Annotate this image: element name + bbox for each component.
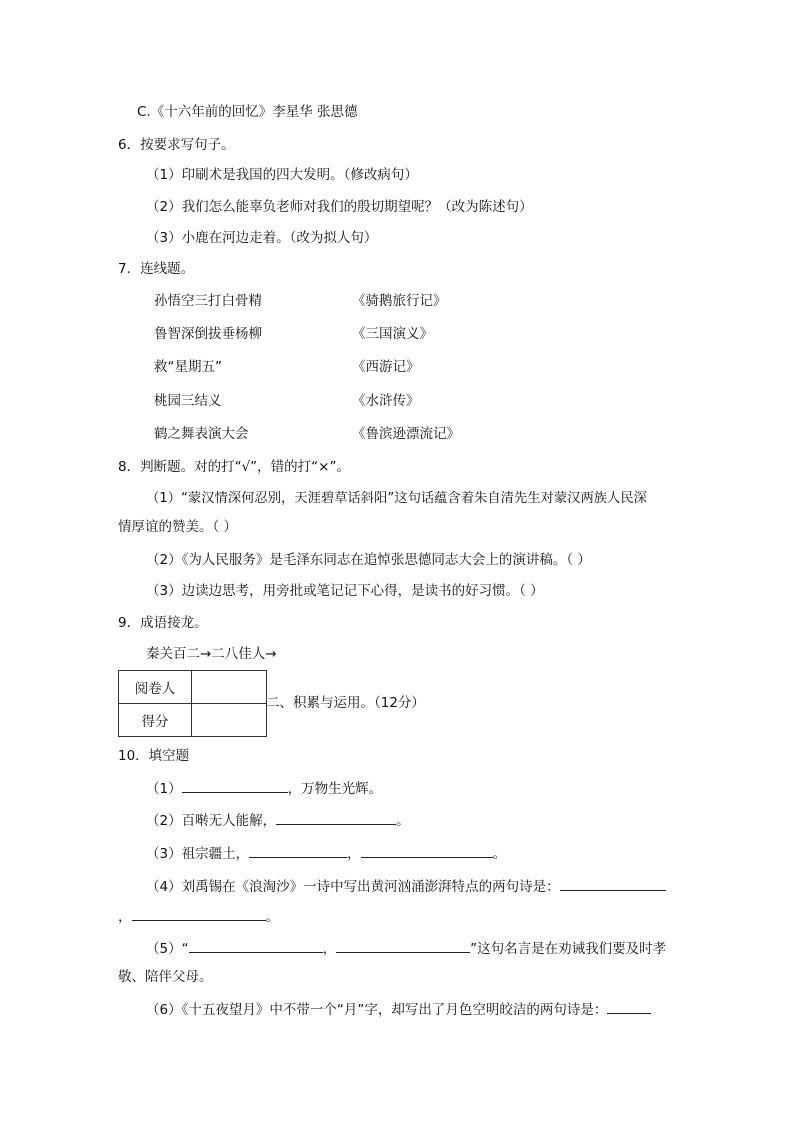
score-label: 得分 <box>119 704 192 737</box>
q10-item-2 <box>146 812 410 830</box>
q8-title: 8．判断题。对的打“√”，错的打“×”。 <box>118 459 350 475</box>
q10-item-3-suffix: 。 <box>492 846 507 862</box>
blank[interactable] <box>361 845 493 858</box>
q7-right-2: 《三国演义》 <box>352 326 433 342</box>
q8-item-1-line-2: 情厚谊的赞美。（ ） <box>118 519 238 535</box>
score-box <box>118 670 267 737</box>
q5-option-c: C.《十六年前的回忆》李星华 张思德 <box>137 104 358 120</box>
q10-title: 10．填空题 <box>118 748 190 764</box>
q10-item-6-text: （6）《十五夜望月》中不带一个“月”字，却写出了月色空明皎洁的两句诗是： <box>146 1002 608 1018</box>
q8-item-1-line-1: （1）“蒙汉情深何忍别，天涯碧草话斜阳”这句话蕴含着朱自清先生对蒙汉两族人民深 <box>146 491 647 506</box>
q10-item-3 <box>146 845 506 863</box>
q6-title: 6．按要求写句子。 <box>118 137 235 153</box>
q10-item-4-line-2 <box>118 908 279 926</box>
section-heading: 二、积累与运用。（12分） <box>266 695 425 711</box>
q7-right-4: 《水浒传》 <box>352 393 420 409</box>
q10-item-5-line-2: 敬、陪伴父母。 <box>118 969 213 985</box>
q10-item-3-prefix: （3）祖宗疆土， <box>146 846 250 862</box>
q7-left-4: 桃园三结义 <box>154 393 222 409</box>
q8-item-2: （2）《为人民服务》是毛泽东同志在追悼张思德同志大会上的演讲稿。（ ） <box>146 552 591 568</box>
q10-item-1 <box>146 780 382 798</box>
reviewer-cell[interactable] <box>192 671 267 704</box>
q7-left-1: 孙悟空三打白骨精 <box>154 293 262 309</box>
q10-item-2-suffix: 。 <box>396 813 410 829</box>
q9-title: 9．成语接龙。 <box>118 615 208 631</box>
q10-item-4-suffix: 。 <box>265 909 279 925</box>
blank[interactable] <box>189 940 323 953</box>
q7-right-5: 《鲁滨逊漂流记》 <box>352 426 460 442</box>
q10-item-6 <box>146 1001 651 1019</box>
q7-left-5: 鹤之舞表演大会 <box>154 426 249 442</box>
q10-item-2-prefix: （2）百啭无人能解， <box>146 813 277 829</box>
q10-item-5-line-1 <box>146 940 666 958</box>
q10-item-4-line-1 <box>146 878 666 896</box>
q7-left-2: 鲁智深倒拔垂杨柳 <box>154 326 262 342</box>
blank[interactable] <box>336 940 470 953</box>
reviewer-label: 阅卷人 <box>119 671 192 704</box>
q7-right-3: 《西游记》 <box>352 359 420 375</box>
score-cell[interactable] <box>192 704 267 737</box>
blank[interactable] <box>182 780 288 793</box>
q10-item-5-middle: ， <box>322 941 337 957</box>
q10-item-5-suffix: ”这句名言是在劝诫我们要及时孝 <box>470 941 667 957</box>
blank[interactable] <box>607 1001 651 1014</box>
q10-item-3-middle: ， <box>347 846 361 862</box>
q6-item-1: （1）印刷术是我国的四大发明。（修改病句） <box>146 167 418 183</box>
q10-item-4-text: （4）刘禹锡在《浪淘沙》一诗中写出黄河汹涌澎湃特点的两句诗是： <box>146 879 560 895</box>
q7-title: 7．连线题。 <box>118 261 195 277</box>
q10-item-1-prefix: （1） <box>146 781 182 797</box>
q6-item-2: （2）我们怎么能辜负老师对我们的殷切期望呢？（改为陈述句） <box>146 199 533 215</box>
q6-item-3: （3）小鹿在河边走着。（改为拟人句） <box>146 230 378 246</box>
q10-item-4-comma: ， <box>118 909 132 925</box>
blank[interactable] <box>560 878 666 891</box>
q7-right-1: 《骑鹅旅行记》 <box>352 293 447 309</box>
blank[interactable] <box>249 845 347 858</box>
blank[interactable] <box>132 908 266 921</box>
q10-item-5-prefix: （5）“ <box>146 941 189 957</box>
blank[interactable] <box>276 812 396 825</box>
q7-left-3: 救“星期五” <box>154 359 222 375</box>
q8-item-3: （3）边读边思考，用旁批或笔记记下心得，是读书的好习惯。（ ） <box>146 583 544 599</box>
q9-chain: 秦关百二→二八佳人→ <box>146 646 277 662</box>
q10-item-1-suffix: ，万物生光辉。 <box>287 781 383 797</box>
